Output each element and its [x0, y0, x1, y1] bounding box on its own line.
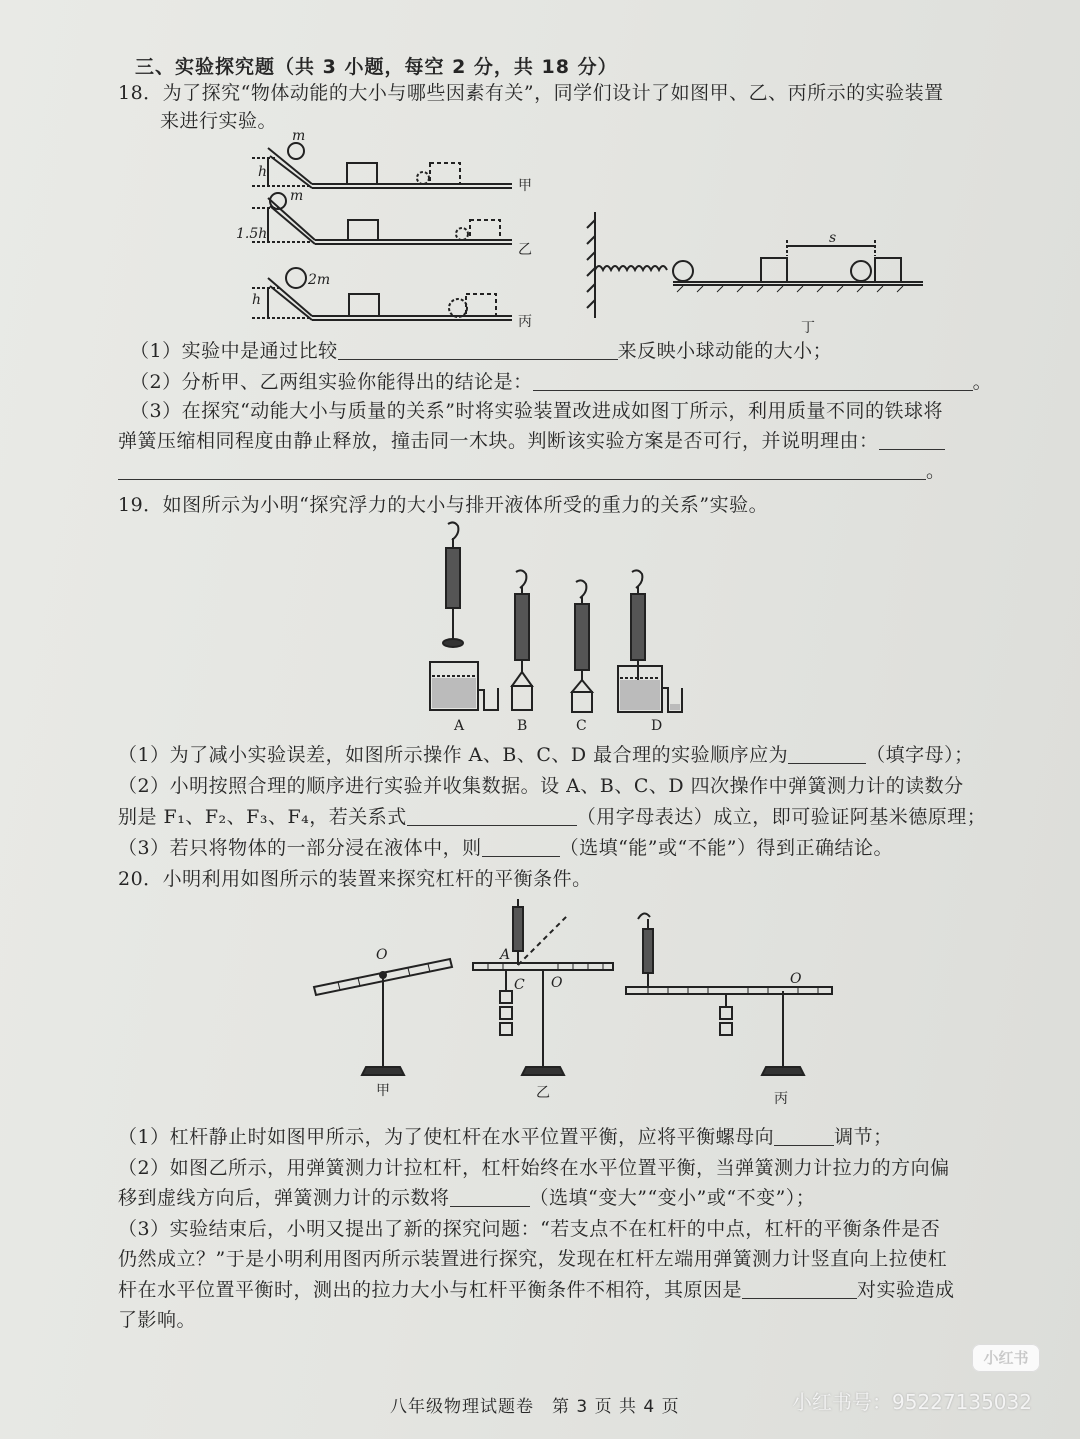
q19-blank-1 [788, 743, 866, 764]
q19-part2-line2 [118, 804, 986, 830]
q18-part3-end: 。 [926, 460, 946, 482]
q18-figure-spring [583, 210, 928, 340]
q19-part1-a: （1）为了减小实验误差，如图所示操作 A、B、C、D 最合理的实验顺序应为 [118, 744, 789, 766]
q19-blank-3 [482, 836, 560, 857]
q20-part1-a: （1）杠杆静止时如图甲所示，为了使杠杆在水平位置平衡，应将平衡螺母向 [118, 1126, 775, 1148]
q19-part3-a: （3）若只将物体的一部分浸在液体中，则 [118, 837, 482, 859]
q18-part3-line2 [118, 428, 945, 454]
q20-part3-line3 [118, 1277, 955, 1303]
q18-part3-line1: （3）在探究“动能大小与质量的关系”时将实验装置改进成如图丁所示，利用质量不同的铁球将 [130, 400, 944, 422]
q19-part3-b: （选填“能”或“不能”）得到正确结论。 [559, 837, 893, 859]
q18-part2-a: （2）分析甲、乙两组实验你能得出的结论是： [130, 371, 533, 393]
fig20-label-o-yi: O [551, 975, 563, 991]
q20-blank-3 [742, 1278, 857, 1299]
q19-part2-line1: （2）小明按照合理的顺序进行实验并收集数据。设 A、B、C、D 四次操作中弹簧测力计的读数分 [118, 775, 964, 797]
q20-part3-d: 对实验造成 [857, 1279, 955, 1301]
q20-stem: 20．小明利用如图所示的装置来探究杠杆的平衡条件。 [118, 868, 592, 890]
q20-part3-c: 杆在水平位置平衡时，测出的拉力大小与杠杆平衡条件不相符，其原因是 [118, 1279, 743, 1301]
fig20-label-a: A [500, 947, 511, 963]
q18-part1 [130, 338, 832, 364]
fig19-label-a: A [454, 718, 465, 734]
q20-blank-1 [774, 1125, 834, 1146]
q20-part3-line1: （3）实验结束后，小明又提出了新的探究问题：“若支点不在杠杆的中点，杠杆的平衡条件是否 [118, 1218, 941, 1240]
fig18-label-2m: 2m [308, 272, 331, 288]
q20-part2-line2 [118, 1185, 815, 1211]
q19-stem: 19．如图所示为小明“探究浮力的大小与排开液体所受的重力的关系”实验。 [118, 494, 769, 516]
q20-part1 [118, 1124, 893, 1150]
q19-part2-b: 别是 F₁、F₂、F₃、F₄，若关系式 [118, 806, 407, 828]
q19-part1 [118, 742, 974, 768]
q18-stem-line2: 来进行实验。 [160, 110, 278, 132]
q18-blank-3b [118, 459, 926, 480]
fig20-label-jia: 甲 [376, 1083, 390, 1099]
q20-part2-line1: （2）如图乙所示，用弹簧测力计拉杠杆，杠杆始终在水平位置平衡，当弹簧测力计拉力的方向偏 [118, 1157, 950, 1179]
fig18-label-ding: 丁 [801, 320, 815, 336]
q20-figure [308, 895, 838, 1110]
q19-part2-c: （用字母表达）成立，即可验证阿基米德原理； [576, 806, 987, 828]
q18-part1-a: （1）实验中是通过比较 [130, 340, 338, 362]
fig18-label-jia: 甲 [518, 178, 532, 194]
fig18-label-yi: 乙 [518, 242, 532, 258]
fig20-label-bing: 丙 [774, 1091, 788, 1107]
q20-part2-b: 移到虚线方向后，弹簧测力计的示数将 [118, 1187, 450, 1209]
fig18-label-h2: h [252, 292, 262, 308]
fig18-label-m1: m [292, 128, 306, 144]
q20-part1-b: 调节； [834, 1126, 893, 1148]
fig19-label-b: B [517, 718, 528, 734]
fig20-label-o-bing: O [790, 971, 802, 987]
watermark-id: 小红书号：95227135032 [792, 1390, 1032, 1414]
q18-blank-1 [338, 339, 618, 360]
q19-blank-2 [407, 805, 577, 826]
fig20-label-yi: 乙 [536, 1085, 550, 1101]
q18-stem-line1: 18．为了探究“物体动能的大小与哪些因素有关”，同学们设计了如图甲、乙、丙所示的实验装置 [118, 82, 944, 104]
fig18-label-m2: m [290, 188, 304, 204]
page-footer: 八年级物理试题卷 第 3 页 共 4 页 [390, 1397, 680, 1417]
watermark-logo: 小红书 [972, 1344, 1040, 1372]
fig18-label-h15: 1.5h [236, 226, 268, 242]
fig18-label-h1: h [258, 164, 268, 180]
fig18-label-s: s [829, 230, 837, 246]
fig20-label-c: C [514, 977, 525, 993]
q20-part3-line2: 仍然成立？”于是小明利用图丙所示装置进行探究，发现在杠杆左端用弹簧测力计竖直向上拉使杠 [118, 1248, 948, 1270]
q18-figure-inclines [230, 128, 530, 333]
fig18-label-bing: 丙 [518, 314, 532, 330]
q19-part3 [118, 835, 893, 861]
q18-part1-b: 来反映小球动能的大小； [617, 340, 833, 362]
q20-part3-line4: 了影响。 [118, 1309, 197, 1331]
fig19-label-c: C [576, 718, 587, 734]
section-title: 三、实验探究题（共 3 小题，每空 2 分，共 18 分） [135, 56, 618, 78]
q18-part3-b: 弹簧压缩相同程度由静止释放，撞击同一木块。判断该实验方案是否可行，并说明理由： [118, 430, 879, 452]
fig19-label-d: D [651, 718, 663, 734]
fig20-label-o-jia: O [376, 947, 388, 963]
q18-part2 [130, 369, 992, 395]
q20-blank-2 [450, 1186, 530, 1207]
q19-figure [418, 520, 698, 735]
q18-blank-3a [879, 429, 945, 450]
q18-part2-end: 。 [972, 371, 993, 393]
q18-part3-line3 [118, 458, 946, 484]
q18-blank-2 [533, 370, 973, 391]
q20-part2-c: （选填“变大”“变小”或“不变”）； [529, 1187, 816, 1209]
q19-part1-b: （填字母）； [866, 744, 974, 766]
